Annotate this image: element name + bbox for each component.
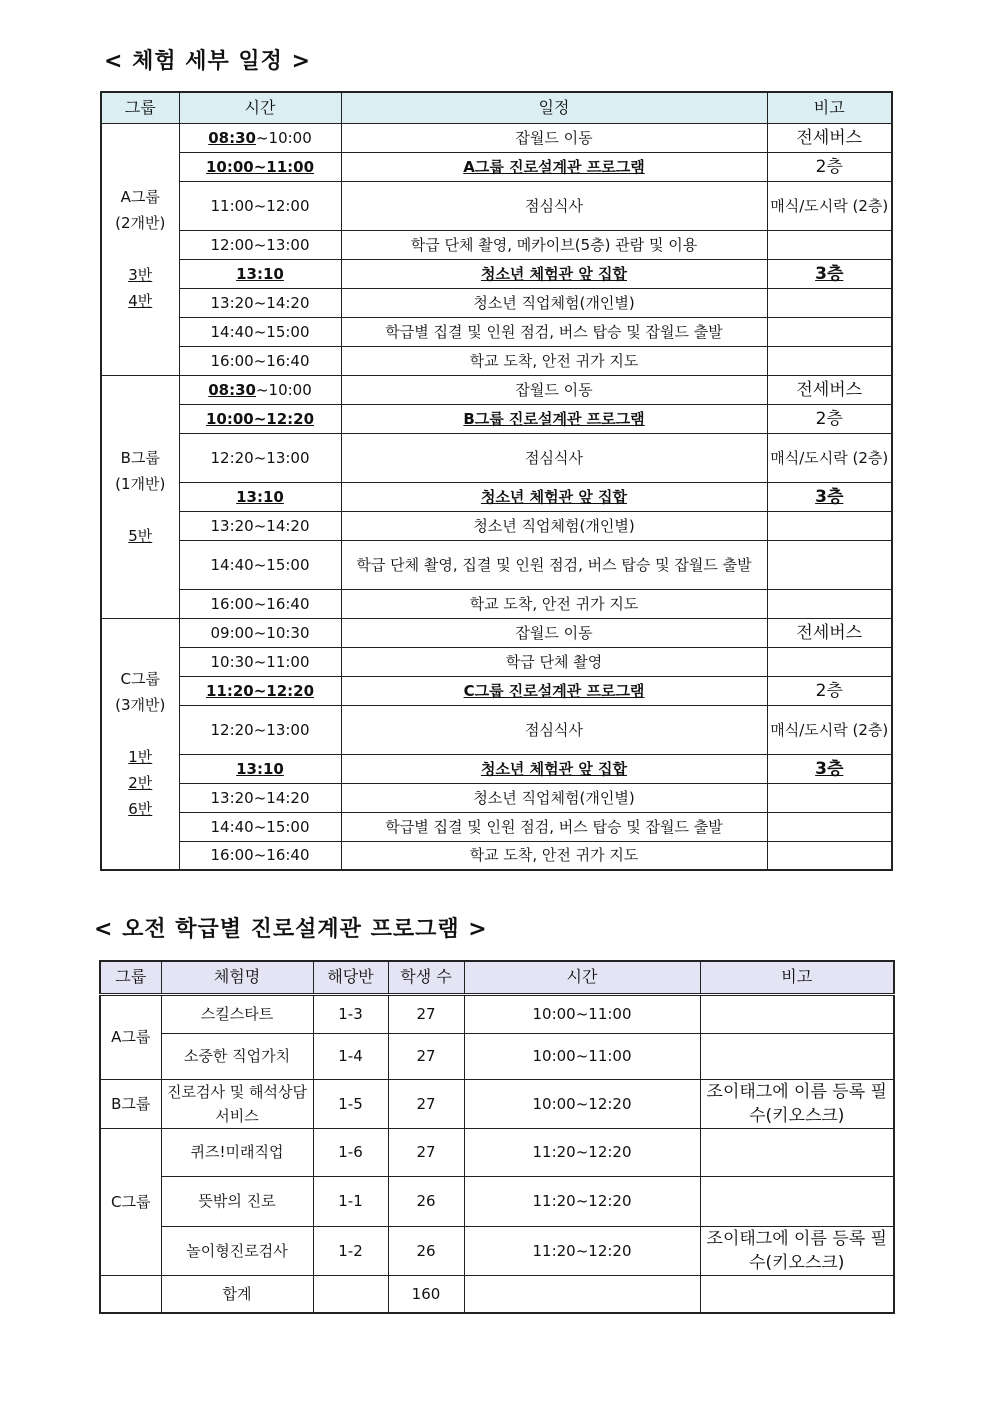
- header-class: 해당반: [313, 961, 388, 994]
- remark-cell: [700, 1128, 894, 1176]
- event-cell: A그룹 진로설계관 프로그램: [341, 152, 767, 181]
- time-cell: 16:00~16:40: [179, 841, 341, 870]
- table-row: [101, 288, 892, 317]
- total-label: 합계: [161, 1275, 313, 1313]
- remark-cell: [767, 812, 892, 841]
- group-name: A그룹: [120, 188, 160, 206]
- remark-cell: 전세버스: [767, 123, 892, 152]
- header-event: 일정: [341, 92, 767, 123]
- header-group: 그룹: [100, 961, 161, 994]
- remark-cell: [700, 994, 894, 1033]
- event-cell: 점심식사: [341, 705, 767, 754]
- header-students: 학생 수: [388, 961, 464, 994]
- group-count: (2개반): [115, 214, 166, 232]
- time-cell: 13:10: [179, 754, 341, 783]
- remark-cell: [767, 317, 892, 346]
- remark-cell: [767, 841, 892, 870]
- program-header-row: [100, 961, 894, 994]
- event-cell: 청소년 직업체험(개인별): [341, 783, 767, 812]
- time-cell: 10:00~11:00: [464, 1033, 700, 1079]
- group-cell: C그룹: [100, 1128, 161, 1275]
- group-cell: B그룹: [100, 1079, 161, 1128]
- time-cell: 12:20~13:00: [179, 705, 341, 754]
- time-cell: 13:20~14:20: [179, 783, 341, 812]
- time-cell: 10:30~11:00: [179, 647, 341, 676]
- table-row: [101, 705, 892, 754]
- remark-cell: 2층: [767, 676, 892, 705]
- class-cell: 1-4: [313, 1033, 388, 1079]
- remark-cell: 전세버스: [767, 618, 892, 647]
- event-cell: 학급 단체 촬영, 메카이브(5층) 관람 및 이용: [341, 230, 767, 259]
- time-cell: 13:10: [179, 259, 341, 288]
- table-row: [101, 618, 892, 647]
- table-row: [101, 647, 892, 676]
- group-count: (1개반): [115, 474, 166, 493]
- header-remark: 비고: [767, 92, 892, 123]
- time-cell: 09:00~10:30: [179, 618, 341, 647]
- group-cell-b: [101, 375, 179, 618]
- table-row: [101, 123, 892, 152]
- table-row: [101, 783, 892, 812]
- remark-cell: 조이태그에 이름 등록 필수(키오스크): [700, 1079, 894, 1128]
- remark-cell: 전세버스: [767, 375, 892, 404]
- event-cell: C그룹 진로설계관 프로그램: [341, 676, 767, 705]
- total-row: [100, 1275, 894, 1313]
- table-row: [101, 841, 892, 870]
- header-remark: 비고: [700, 961, 894, 994]
- students-cell: 27: [388, 994, 464, 1033]
- group-class: 5반: [128, 526, 153, 545]
- remark-cell: 매식/도시락 (2층): [767, 181, 892, 230]
- time-cell: 13:20~14:20: [179, 511, 341, 540]
- event-cell: 잡월드 이동: [341, 618, 767, 647]
- group-name: B그룹: [120, 448, 160, 467]
- event-cell: 청소년 체험관 앞 집합: [341, 482, 767, 511]
- program-table: [99, 960, 895, 1314]
- group-cell-a: [101, 123, 179, 375]
- remark-cell: [767, 346, 892, 375]
- class-cell: 1-6: [313, 1128, 388, 1176]
- remark-cell: [767, 783, 892, 812]
- students-cell: 27: [388, 1079, 464, 1128]
- class-cell: 1-5: [313, 1079, 388, 1128]
- table-row: [101, 540, 892, 589]
- total-empty-cell: [100, 1275, 161, 1313]
- remark-cell: 조이태그에 이름 등록 필수(키오스크): [700, 1226, 894, 1275]
- event-cell: 청소년 체험관 앞 집합: [341, 259, 767, 288]
- remark-cell: [767, 230, 892, 259]
- students-cell: 27: [388, 1128, 464, 1176]
- event-cell: 잡월드 이동: [341, 375, 767, 404]
- time-cell: 08:30~10:00: [179, 123, 341, 152]
- time-cell: 11:00~12:00: [179, 181, 341, 230]
- header-time: 시간: [464, 961, 700, 994]
- table-row: [100, 1128, 894, 1176]
- program-name-cell: 진로검사 및 해석상담서비스: [161, 1079, 313, 1128]
- students-cell: 26: [388, 1226, 464, 1275]
- remark-cell: [767, 540, 892, 589]
- table-row: [101, 676, 892, 705]
- time-cell: 11:20~12:20: [179, 676, 341, 705]
- remark-cell: 3층: [767, 259, 892, 288]
- time-cell: 16:00~16:40: [179, 589, 341, 618]
- time-cell: 11:20~12:20: [464, 1128, 700, 1176]
- time-cell: 13:10: [179, 482, 341, 511]
- group-class: 2반: [128, 773, 153, 792]
- table-row: [101, 230, 892, 259]
- remark-cell: [767, 647, 892, 676]
- table-row: [101, 317, 892, 346]
- table-row: [101, 375, 892, 404]
- event-cell: 학급 단체 촬영: [341, 647, 767, 676]
- event-cell: 청소년 체험관 앞 집합: [341, 754, 767, 783]
- group-class: 1반: [128, 747, 153, 766]
- event-cell: 점심식사: [341, 433, 767, 482]
- table-row: [100, 1176, 894, 1226]
- class-cell: 1-1: [313, 1176, 388, 1226]
- event-cell: 학급별 집결 및 인원 점검, 버스 탑승 및 잡월드 출발: [341, 812, 767, 841]
- event-cell: 학급 단체 촬영, 집결 및 인원 점검, 버스 탑승 및 잡월드 출발: [341, 540, 767, 589]
- time-cell: 13:20~14:20: [179, 288, 341, 317]
- table-row: [101, 511, 892, 540]
- class-cell: 1-3: [313, 994, 388, 1033]
- group-cell: A그룹: [100, 994, 161, 1079]
- program-name-cell: 놀이형진로검사: [161, 1226, 313, 1275]
- time-cell: 10:00~12:20: [464, 1079, 700, 1128]
- group-cell-c: [101, 618, 179, 870]
- time-cell: 08:30~10:00: [179, 375, 341, 404]
- event-cell: 학교 도착, 안전 귀가 지도: [341, 589, 767, 618]
- remark-cell: [700, 1176, 894, 1226]
- table-row: [100, 1079, 894, 1128]
- table-row: [100, 994, 894, 1033]
- program-title: < 오전 학급별 진로설계관 프로그램 >: [94, 917, 488, 942]
- remark-cell: 3층: [767, 482, 892, 511]
- schedule-table: [100, 91, 893, 871]
- group-class: 4반: [128, 292, 153, 310]
- table-row: [101, 482, 892, 511]
- table-row: [101, 812, 892, 841]
- table-row: [101, 589, 892, 618]
- program-name-cell: 퀴즈!미래직업: [161, 1128, 313, 1176]
- class-cell: 1-2: [313, 1226, 388, 1275]
- students-cell: 26: [388, 1176, 464, 1226]
- table-row: [100, 1033, 894, 1079]
- time-cell: 14:40~15:00: [179, 812, 341, 841]
- group-count: (3개반): [115, 695, 166, 714]
- total-class-cell: [313, 1275, 388, 1313]
- table-row: [101, 259, 892, 288]
- event-cell: B그룹 진로설계관 프로그램: [341, 404, 767, 433]
- program-name-cell: 스킬스타트: [161, 994, 313, 1033]
- program-name-cell: 뜻밖의 진로: [161, 1176, 313, 1226]
- event-cell: 잡월드 이동: [341, 123, 767, 152]
- header-program-name: 체험명: [161, 961, 313, 994]
- table-row: [101, 433, 892, 482]
- time-cell: 11:20~12:20: [464, 1226, 700, 1275]
- table-row: [101, 404, 892, 433]
- table-row: [101, 754, 892, 783]
- event-cell: 학교 도착, 안전 귀가 지도: [341, 841, 767, 870]
- event-cell: 학급별 집결 및 인원 점검, 버스 탑승 및 잡월드 출발: [341, 317, 767, 346]
- remark-cell: 3층: [767, 754, 892, 783]
- time-cell: 11:20~12:20: [464, 1176, 700, 1226]
- table-row: [101, 152, 892, 181]
- group-class: 6반: [128, 799, 153, 818]
- remark-cell: 매식/도시락 (2층): [767, 433, 892, 482]
- program-name-cell: 소중한 직업가치: [161, 1033, 313, 1079]
- schedule-header-row: [101, 92, 892, 123]
- remark-cell: [767, 589, 892, 618]
- remark-cell: [767, 288, 892, 317]
- table-row: [101, 181, 892, 230]
- table-row: [100, 1226, 894, 1275]
- students-cell: 27: [388, 1033, 464, 1079]
- table-row: [101, 346, 892, 375]
- header-group: 그룹: [101, 92, 179, 123]
- event-cell: 청소년 직업체험(개인별): [341, 511, 767, 540]
- event-cell: 청소년 직업체험(개인별): [341, 288, 767, 317]
- total-students: 160: [388, 1275, 464, 1313]
- schedule-title: < 체험 세부 일정 >: [104, 49, 312, 74]
- time-cell: 14:40~15:00: [179, 317, 341, 346]
- remark-cell: 매식/도시락 (2층): [767, 705, 892, 754]
- total-remark-cell: [700, 1275, 894, 1313]
- time-cell: 12:00~13:00: [179, 230, 341, 259]
- remark-cell: [767, 511, 892, 540]
- group-class: 3반: [128, 266, 153, 284]
- time-cell: 10:00~11:00: [179, 152, 341, 181]
- time-cell: 14:40~15:00: [179, 540, 341, 589]
- event-cell: 점심식사: [341, 181, 767, 230]
- time-cell: 12:20~13:00: [179, 433, 341, 482]
- time-cell: 10:00~12:20: [179, 404, 341, 433]
- remark-cell: [700, 1033, 894, 1079]
- remark-cell: 2층: [767, 152, 892, 181]
- event-cell: 학교 도착, 안전 귀가 지도: [341, 346, 767, 375]
- time-cell: 16:00~16:40: [179, 346, 341, 375]
- time-cell: 10:00~11:00: [464, 994, 700, 1033]
- header-time: 시간: [179, 92, 341, 123]
- group-name: C그룹: [120, 669, 160, 688]
- remark-cell: 2층: [767, 404, 892, 433]
- total-time-cell: [464, 1275, 700, 1313]
